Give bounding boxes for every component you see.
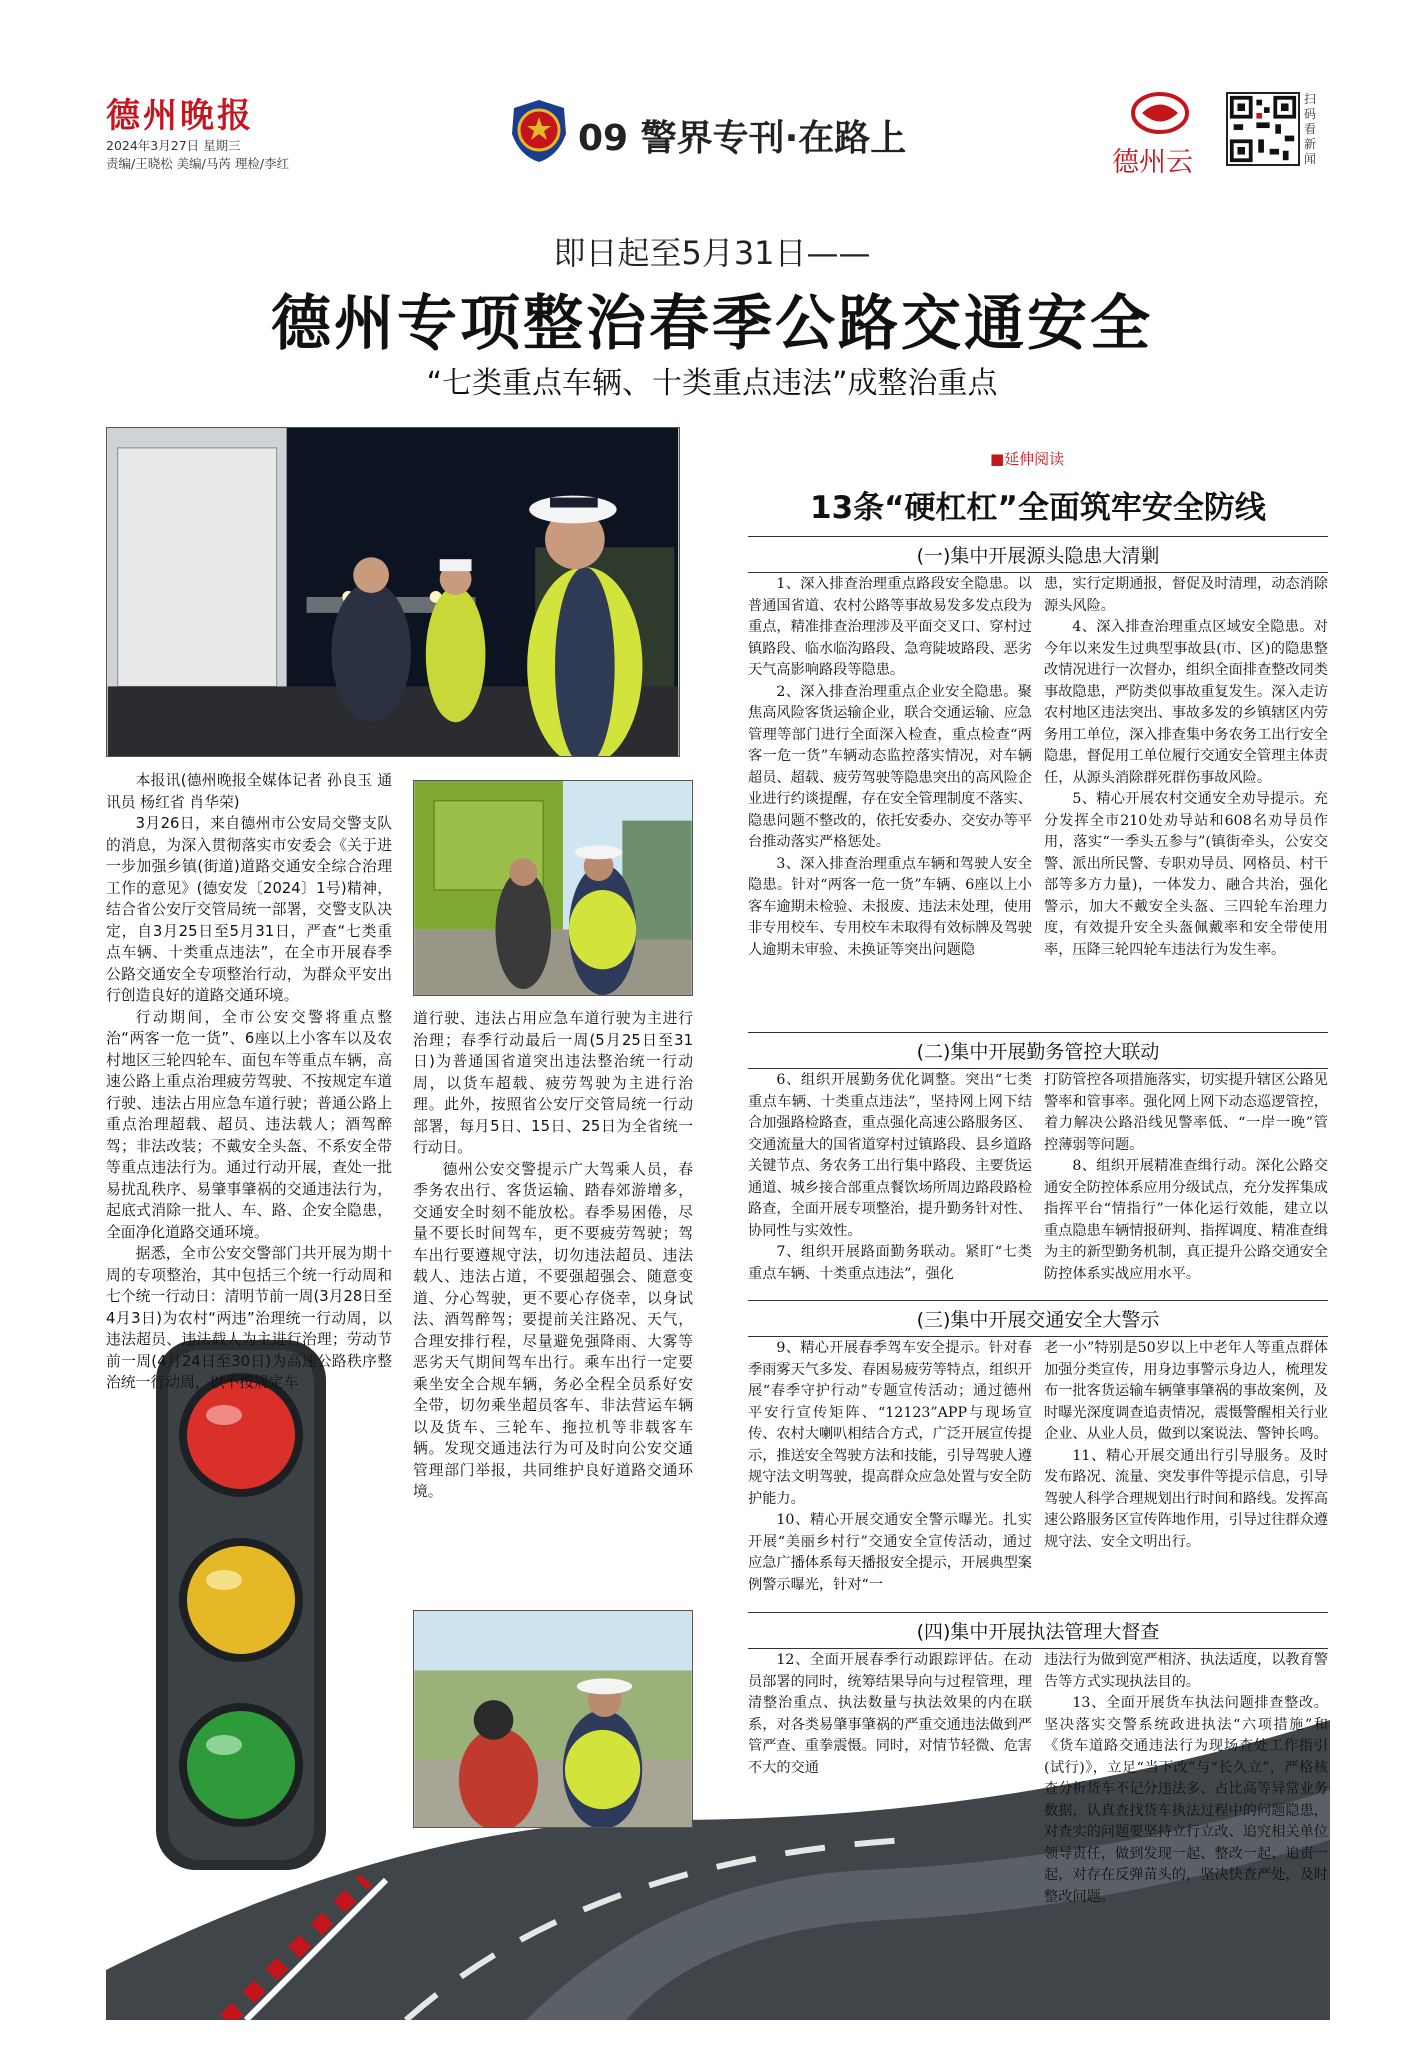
section-heading-3: (三)集中开展交通安全大警示	[748, 1300, 1328, 1337]
police-badge-icon	[508, 98, 570, 164]
measure-paragraph: 13、全面开展货车执法问题排查整改。坚决落实交警系统政进执法“六项措施”和《货车道路交通违法行为现场查处工作指引(试行)》，立足“当下改”与“长久立”，严格核查分析货车不记分违法多、占比高等异常业务数据，认真查找货车执法过程中的问题隐患，对查实的问题要坚持立行立改、追究相关单位领导责任，做到发现一起、整改一起、追责一起，对存在反弹苗头的，坚决快查严处，及时整改问题。	[1044, 1695, 1328, 1905]
section-4-left	[748, 1650, 1032, 1779]
date-line: 2024年3月27日 星期三	[106, 138, 241, 153]
helmet-inspection-photo	[413, 1610, 693, 1828]
measure-paragraph: 违法行为做到宽严相济、执法适度，以教育警告等方式实现执法目的。	[1044, 1652, 1328, 1690]
measure-paragraph: 7、组织开展路面勤务联动。紧盯“七类重点车辆、十类重点违法”，强化	[748, 1244, 1032, 1282]
night-inspection-photo	[106, 427, 680, 757]
section-2-right	[1044, 1070, 1328, 1285]
page-title: 09 警界专刊·在路上	[578, 118, 907, 159]
dezhouyun-logo-icon	[1130, 90, 1190, 136]
article-paragraph: 道行驶、违法占用应急车道行驶为主进行治理；春季行动最后一周(5月25日至31日)为普通国省道突出违法整治统一行动周，以货车超载、疲劳驾驶为主进行治理。此外，按照省公安厅交管局统一行动部署，每月5日、15日、25日为全省统一行动日。	[413, 1010, 693, 1156]
article-paragraph: 德州公安交警提示广大驾乘人员，春季务农出行、客货运输、踏春郊游增多，交通安全时刻不能放松。春季易困倦，尽量不要长时间驾车，更不要疲劳驾驶；驾车出行要遵规守法，切勿违法超员、违法载人、违法占道，不要强超强会、随意变道、分心驾驶，更不要心存侥幸，以身试法、酒驾醉驾；要提前关注路况、天气，合理安排行程，尽量避免强降雨、大雾等恶劣天气期间驾车出行。乘车出行一定要乘坐安全合规车辆，务必全程全员系好安全带，切勿乘坐超员客车、非法营运车辆以及货车、三轮车、拖拉机等非载客车辆。发现交通违法行为可及时向公安交通管理部门举报，共同维护良好道路交通环境。	[413, 1160, 693, 1500]
editor-line: 责编/王晓松 美编/马芮 理检/李红	[106, 156, 290, 171]
article-column-2	[413, 1008, 693, 1503]
section-1-left	[748, 574, 1032, 961]
article-kicker: 即日起至5月31日——	[553, 234, 871, 272]
qr-label: 扫码看新闻	[1304, 92, 1317, 166]
extended-reading-title: 13条“硬杠杠”全面筑牢安全防线	[810, 490, 1266, 526]
extended-reading-label: ■延伸阅读	[990, 450, 1065, 468]
section-heading-4: (四)集中开展执法管理大督查	[748, 1612, 1328, 1649]
qr-code-icon[interactable]	[1226, 92, 1300, 166]
measure-paragraph: 打防管控各项措施落实，切实提升辖区公路见警率和管事率。强化网上网下动态巡逻管控，着力解决公路沿线见警率低、“一岸一晚”管控薄弱等问题。	[1044, 1072, 1328, 1153]
measure-paragraph: 5、精心开展农村交通安全劝导提示。充分发挥全市210处劝导站和608名劝导员作用，落实“一季头五参与”(镇街牵头，公安交警、派出所民警、专职劝导员、网格员、村干部等多方力量)，一体发力、融合共治，强化警示，加大不戴安全头盔、三四轮车治理力度，有效提升安全头盔佩戴率和安全带使用率，压降三轮四轮车违法行为发生率。	[1044, 791, 1328, 958]
measure-paragraph: 4、深入排查治理重点区域安全隐患。对今年以来发生过典型事故县(市、区)的隐患整改情况进行一次督办，组织全面排查整改同类事故隐患，严防类似事故重复发生。深入走访农村地区违法突出、事故多发的乡镇辖区内劳务用工单位，深入排查集中务农务工出行安全隐患，督促用工单位履行交通安全管理主体责任，从源头消除群死群伤事故风险。	[1044, 619, 1328, 786]
measure-paragraph: 9、精心开展春季驾车安全提示。针对春季雨雾天气多发、春困易疲劳等特点，组织开展“春季守护行动”专题宣传活动；通过德州平安行宣传矩阵、“12123”APP与现场宣传、农村大喇叭相结合方式，广泛开展宣传提示，推送安全驾驶方法和技能，引导驾驶人遵规守法文明驾驶，提高群众应急处置与安全防护能力。	[748, 1340, 1032, 1507]
measure-paragraph: 老一小”特别是50岁以上中老年人等重点群体加强分类宣传，用身边事警示身边人，梳理发布一批客货运输车辆肇事肇祸的事故案例，及时曝光深度调查追责情况，震慑警醒相关行业企业、从业人员，做到以案说法、警钟长鸣。	[1044, 1340, 1328, 1442]
measure-paragraph: 1、深入排查治理重点路段安全隐患。以普通国省道、农村公路等事故易发多发点段为重点，精准排查治理涉及平面交叉口、穿村过镇路段、临水临沟路段、急弯陡坡路段、恶劣天气高影响路段等隐患。	[748, 576, 1032, 678]
paper-logo: 德州晚报	[106, 96, 254, 136]
measure-paragraph: 8、组织开展精准查缉行动。深化公路交通安全防控体系应用分级试点，充分发挥集成指挥平台“情指行”一体化运行效能，建立以重点隐患车辆情报研判、指挥调度、精准查缉为主的新型勤务机制，真正提升公路交通安全防控体系实战应用水平。	[1044, 1158, 1328, 1282]
measure-paragraph: 6、组织开展勤务优化调整。突出“七类重点车辆、十类重点违法”，坚持网上网下结合加强路检路查，重点强化高速公路服务区、交通流量大的国省道穿村过镇路段、县乡道路关键节点、务农务工出行集中路段、主要货运通道、城乡接合部重点餐饮场所周边路段路检路查，全面开展专项整治，提升勤务针对性、协同性与实效性。	[748, 1072, 1032, 1239]
app-name: 德州云	[1112, 147, 1193, 178]
section-4-right	[1044, 1650, 1328, 1908]
article-headline: 德州专项整治春季公路交通安全	[271, 289, 1153, 359]
article-byline: 本报讯(德州晚报全媒体记者 孙良玉 通讯员 杨红省 肖华荣)	[106, 772, 392, 811]
article-paragraph: 3月26日，来自德州市公安局交警支队的消息，为深入贯彻落实市安委会《关于进一步加强乡镇(街道)道路交通安全综合治理工作的意见》(德安发〔2024〕1号)精神，结合省公安厅交管局统一部署，交警支队决定，自3月25日至5月31日，严查“七类重点车辆、十类重点违法”，在全市开展春季公路交通安全专项整治行动，为群众平安出行创造良好的道路交通环境。	[106, 815, 392, 1004]
article-subhead: “七类重点车辆、十类重点违法”成整治重点	[426, 366, 998, 401]
measure-paragraph: 12、全面开展春季行动跟踪评估。在动员部署的同时，统筹结果导向与过程管理，理清整治重点、执法数量与执法效果的内在联系，对各类易肇事肇祸的严重交通违法做到严管严查、重拳震慑。同时，对情节轻微、危害不大的交通	[748, 1652, 1032, 1776]
traffic-light-icon	[136, 1340, 346, 1870]
article-column-1	[106, 770, 392, 1394]
measure-paragraph: 10、精心开展交通安全警示曝光。扎实开展“美丽乡村行”交通安全宣传活动，通过应急广播体系每天播报安全提示，开展典型案例警示曝光，针对“一	[748, 1512, 1032, 1593]
section-3-right	[1044, 1338, 1328, 1553]
article-paragraph: 据悉，全市公安交警部门共开展为期十周的专项整治，其中包括三个统一行动周和七个统一行动日：清明节前一周(3月28日至4月3日)为农村“两违”治理统一行动周，以违法超员、违法载人为主进行治理；劳动节前一周(4月24日至30日)为高速公路秩序整治统一行动周，以不按规定车	[106, 1245, 392, 1391]
measure-paragraph: 2、深入排查治理重点企业安全隐患。聚焦高风险客货运输企业，联合交通运输、应急管理等部门进行全面深入检查，重点检查“两客一危一货”车辆动态监控落实情况，对车辆超员、超载、疲劳驾驶等隐患突出的高风险企业进行约谈提醒，存在安全管理制度不落实、隐患问题不整改的，依托安委办、交安办等平台推动落实严格惩处。	[748, 683, 1032, 850]
measure-paragraph: 11、精心开展交通出行引导服务。及时发布路况、流量、突发事件等提示信息，引导驾驶人科学合理规划出行时间和路线。发挥高速公路服务区宣传阵地作用，引导过往群众遵规守法、安全文明出行。	[1044, 1447, 1328, 1550]
section-heading-1: (一)集中开展源头隐患大清剿	[748, 536, 1328, 573]
section-2-left	[748, 1070, 1032, 1285]
section-3-left	[748, 1338, 1032, 1596]
section-1-right	[1044, 574, 1328, 961]
measure-paragraph: 患，实行定期通报，督促及时清理，动态消除源头风险。	[1044, 576, 1328, 614]
measure-paragraph: 3、深入排查治理重点车辆和驾驶人安全隐患。针对“两客一危一货”车辆、6座以上小客车逾期未检验、未报废、违法未处理，使用非专用校车、专用校车未取得有效标牌及驾驶人逾期未审验、未换证等突出问题隐	[748, 855, 1032, 958]
section-heading-2: (二)集中开展勤务管控大联动	[748, 1032, 1328, 1069]
roadside-check-photo	[413, 780, 693, 996]
article-paragraph: 行动期间，全市公安交警将重点整治“两客一危一货”、6座以上小客车以及农村地区三轮四轮车、面包车等重点车辆，高速公路上重点治理疲劳驾驶、不按规定车道行驶、违法占用应急车道行驶；普通公路上重点治理超载、超员、违法载人；酒驾醉驾；非法改装；不戴安全头盔、不系安全带等重点违法行为。通过行动开展，查处一批易扰乱秩序、易肇事肇祸的交通违法行为，起底式消除一批人、车、路、企安全隐患，全面净化道路交通环境。	[106, 1008, 392, 1241]
